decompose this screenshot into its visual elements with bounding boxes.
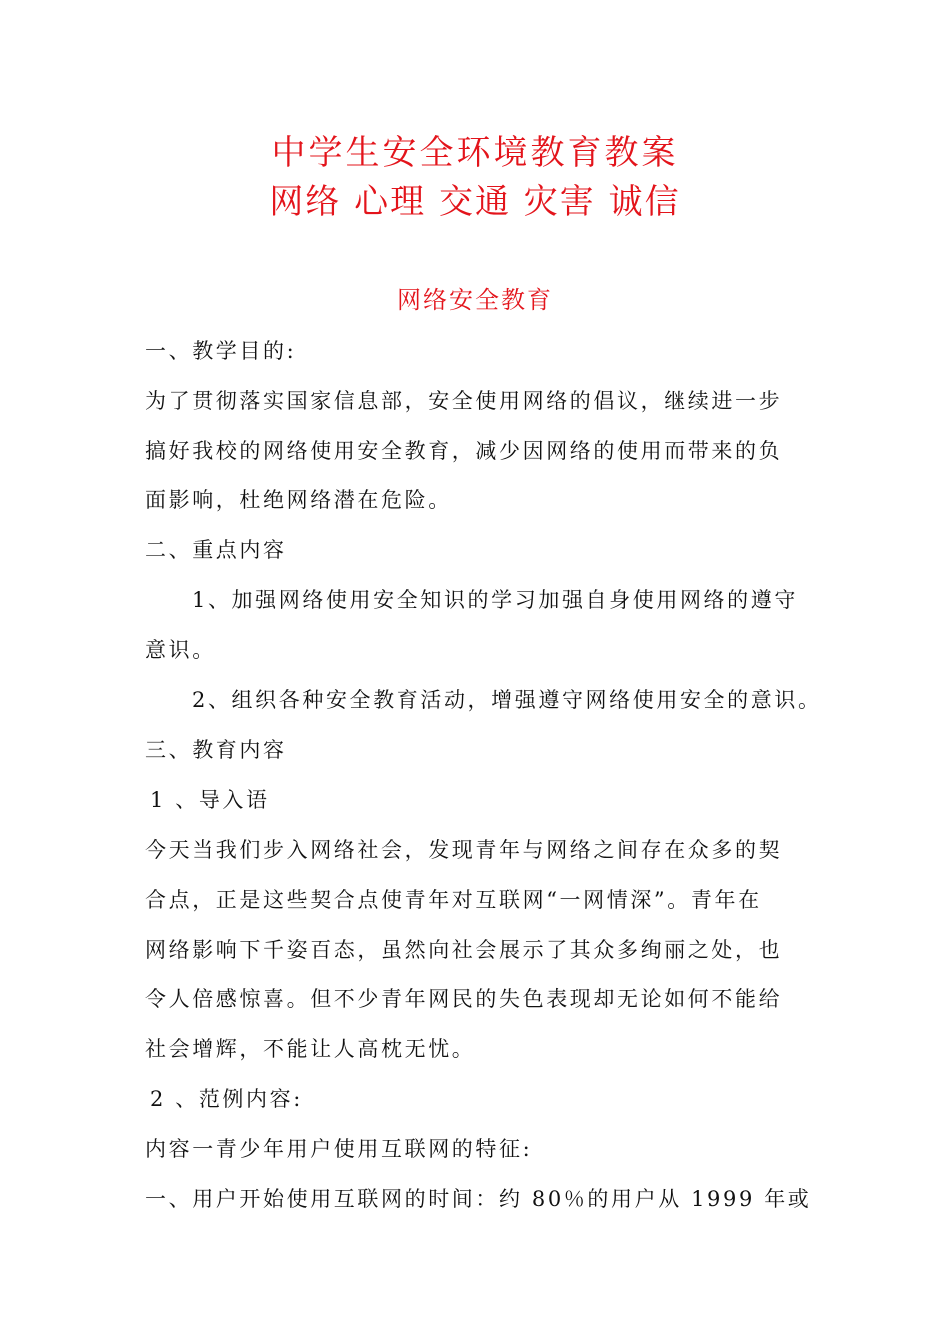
heading-teaching-goal: 一、教学目的:	[145, 339, 297, 363]
paragraph-line: 合点，正是这些契合点使青年对互联网“一网情深”。青年在	[145, 888, 762, 912]
heading-key-content: 二、重点内容	[145, 538, 287, 562]
paragraph-line: 一、用户开始使用互联网的时间：约 80％的用户从 1999 年或	[145, 1187, 812, 1211]
paragraph-line: 内容一青少年用户使用互联网的特征:	[145, 1137, 533, 1161]
paragraph-line: 网络影响下千姿百态，虽然向社会展示了其众多绚丽之处，也	[145, 938, 783, 962]
paragraph-line: 搞好我校的网络使用安全教育，减少因网络的使用而带来的负	[145, 439, 783, 463]
heading-education-content: 三、教育内容	[145, 738, 287, 762]
paragraph-line: 令人倍感惊喜。但不少青年网民的失色表现却无论如何不能给	[145, 987, 783, 1011]
list-item-continuation: 意识。	[145, 638, 216, 662]
paragraph-line: 面影响，杜绝网络潜在危险。	[145, 488, 452, 512]
document-title: 中学生安全环境教育教案	[271, 133, 679, 173]
paragraph-line: 为了贯彻落实国家信息部，安全使用网络的倡议，继续进一步	[145, 389, 783, 413]
subheading-example: 2 、范例内容:	[150, 1087, 303, 1111]
section-title: 网络安全教育	[397, 286, 553, 314]
paragraph-line: 社会增辉，不能让人高枕无忧。	[145, 1037, 476, 1061]
list-item: 2、组织各种安全教育活动，增强遵守网络使用安全的意识。	[192, 688, 822, 712]
subheading-intro: 1 、导入语	[150, 788, 270, 812]
list-item: 1、加强网络使用安全知识的学习加强自身使用网络的遵守	[192, 588, 798, 612]
paragraph-line: 今天当我们步入网络社会，发现青年与网络之间存在众多的契	[145, 838, 783, 862]
document-subtitle: 网络 心理 交通 灾害 诚信	[269, 182, 681, 222]
